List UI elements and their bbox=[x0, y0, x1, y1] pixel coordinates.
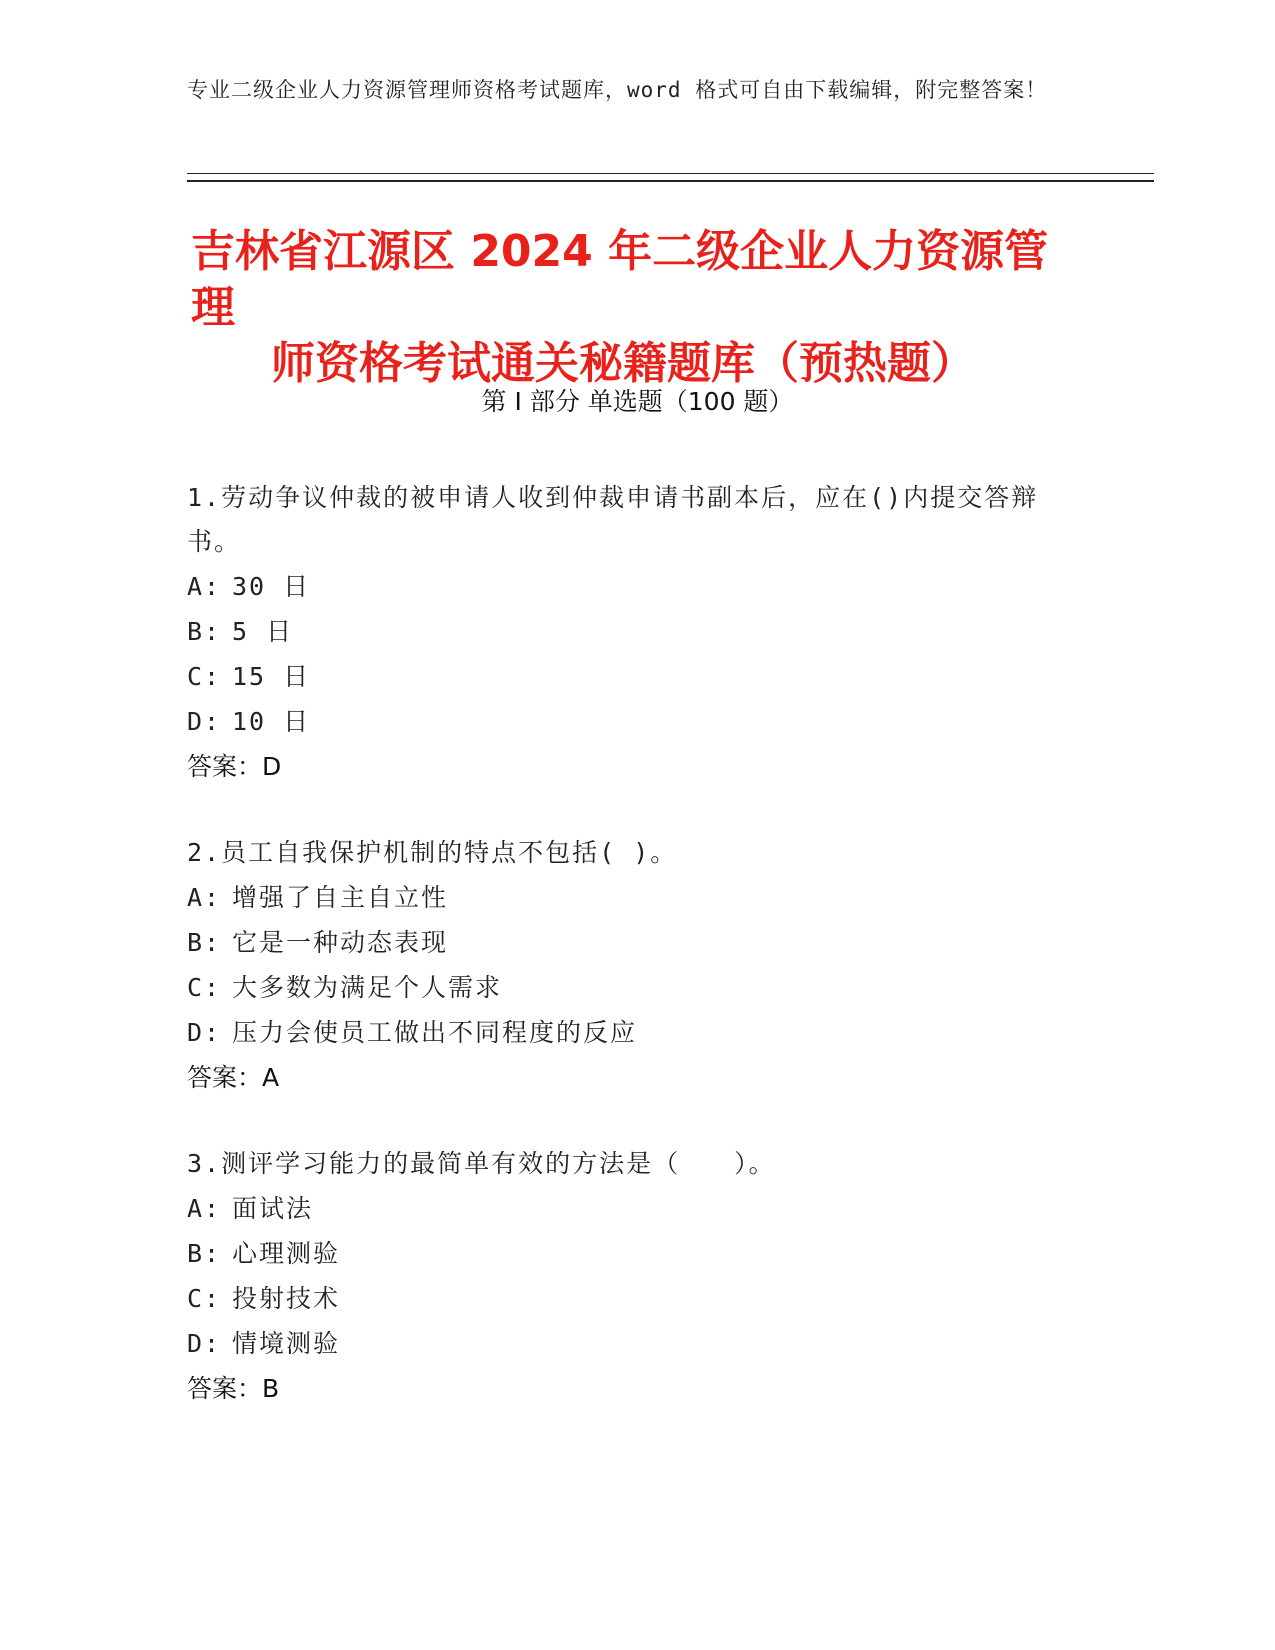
question-item bbox=[187, 476, 1067, 789]
answer-line: 答案：B bbox=[187, 1374, 280, 1403]
option-letter: D: bbox=[187, 707, 222, 736]
option-text: 增强了自主自立性 bbox=[232, 883, 449, 912]
header-note: 专业二级企业人力资源管理师资格考试题库，word 格式可自由下载编辑，附完整答案！ bbox=[187, 78, 1048, 102]
option-c bbox=[187, 654, 1067, 699]
question-item bbox=[187, 1142, 1067, 1411]
option-b bbox=[187, 609, 1067, 654]
option-letter: C: bbox=[187, 1284, 222, 1313]
option-letter: B: bbox=[187, 1239, 222, 1268]
option-letter: C: bbox=[187, 973, 222, 1002]
section-heading: 第 I 部分 单选题（100 题） bbox=[481, 387, 794, 416]
option-letter: D: bbox=[187, 1329, 222, 1358]
option-letter: D: bbox=[187, 1018, 222, 1047]
option-text: 面试法 bbox=[232, 1194, 314, 1223]
title-line-1: 吉林省江源区 2024 年二级企业人力资源管理 bbox=[191, 226, 1049, 333]
question-stem: 2.员工自我保护机制的特点不包括( )。 bbox=[187, 838, 678, 867]
option-c bbox=[187, 1276, 1067, 1321]
option-text: 5 日 bbox=[232, 617, 294, 646]
option-letter: A: bbox=[187, 572, 222, 601]
header-divider-thin bbox=[187, 173, 1154, 174]
option-text: 压力会使员工做出不同程度的反应 bbox=[232, 1018, 638, 1047]
question-stem: 3.测评学习能力的最简单有效的方法是（ ）。 bbox=[187, 1149, 776, 1178]
option-text: 情境测验 bbox=[232, 1329, 341, 1358]
option-d bbox=[187, 1010, 1067, 1055]
question-list bbox=[187, 476, 1067, 1453]
option-d bbox=[187, 699, 1067, 744]
answer-line: 答案：A bbox=[187, 1063, 280, 1092]
option-text: 10 日 bbox=[232, 707, 311, 736]
option-text: 大多数为满足个人需求 bbox=[232, 973, 503, 1002]
option-a bbox=[187, 564, 1067, 609]
header-divider-thick bbox=[187, 180, 1154, 182]
option-d bbox=[187, 1321, 1067, 1366]
option-a bbox=[187, 875, 1067, 920]
question-item bbox=[187, 831, 1067, 1100]
option-letter: C: bbox=[187, 662, 222, 691]
option-text: 它是一种动态表现 bbox=[232, 928, 449, 957]
option-letter: A: bbox=[187, 1194, 222, 1223]
option-b bbox=[187, 1231, 1067, 1276]
title-line-2: 师资格考试通关秘籍题库（预热题） bbox=[271, 338, 975, 389]
answer-line: 答案：D bbox=[187, 752, 282, 781]
question-stem: 1.劳动争议仲裁的被申请人收到仲裁申请书副本后，应在()内提交答辩书。 bbox=[187, 483, 1039, 556]
option-letter: B: bbox=[187, 617, 222, 646]
option-b bbox=[187, 920, 1067, 965]
option-text: 15 日 bbox=[232, 662, 311, 691]
option-letter: B: bbox=[187, 928, 222, 957]
document-title bbox=[187, 224, 1087, 392]
option-a bbox=[187, 1186, 1067, 1231]
option-text: 心理测验 bbox=[232, 1239, 341, 1268]
option-text: 投射技术 bbox=[232, 1284, 341, 1313]
option-c bbox=[187, 965, 1067, 1010]
option-text: 30 日 bbox=[232, 572, 311, 601]
option-letter: A: bbox=[187, 883, 222, 912]
